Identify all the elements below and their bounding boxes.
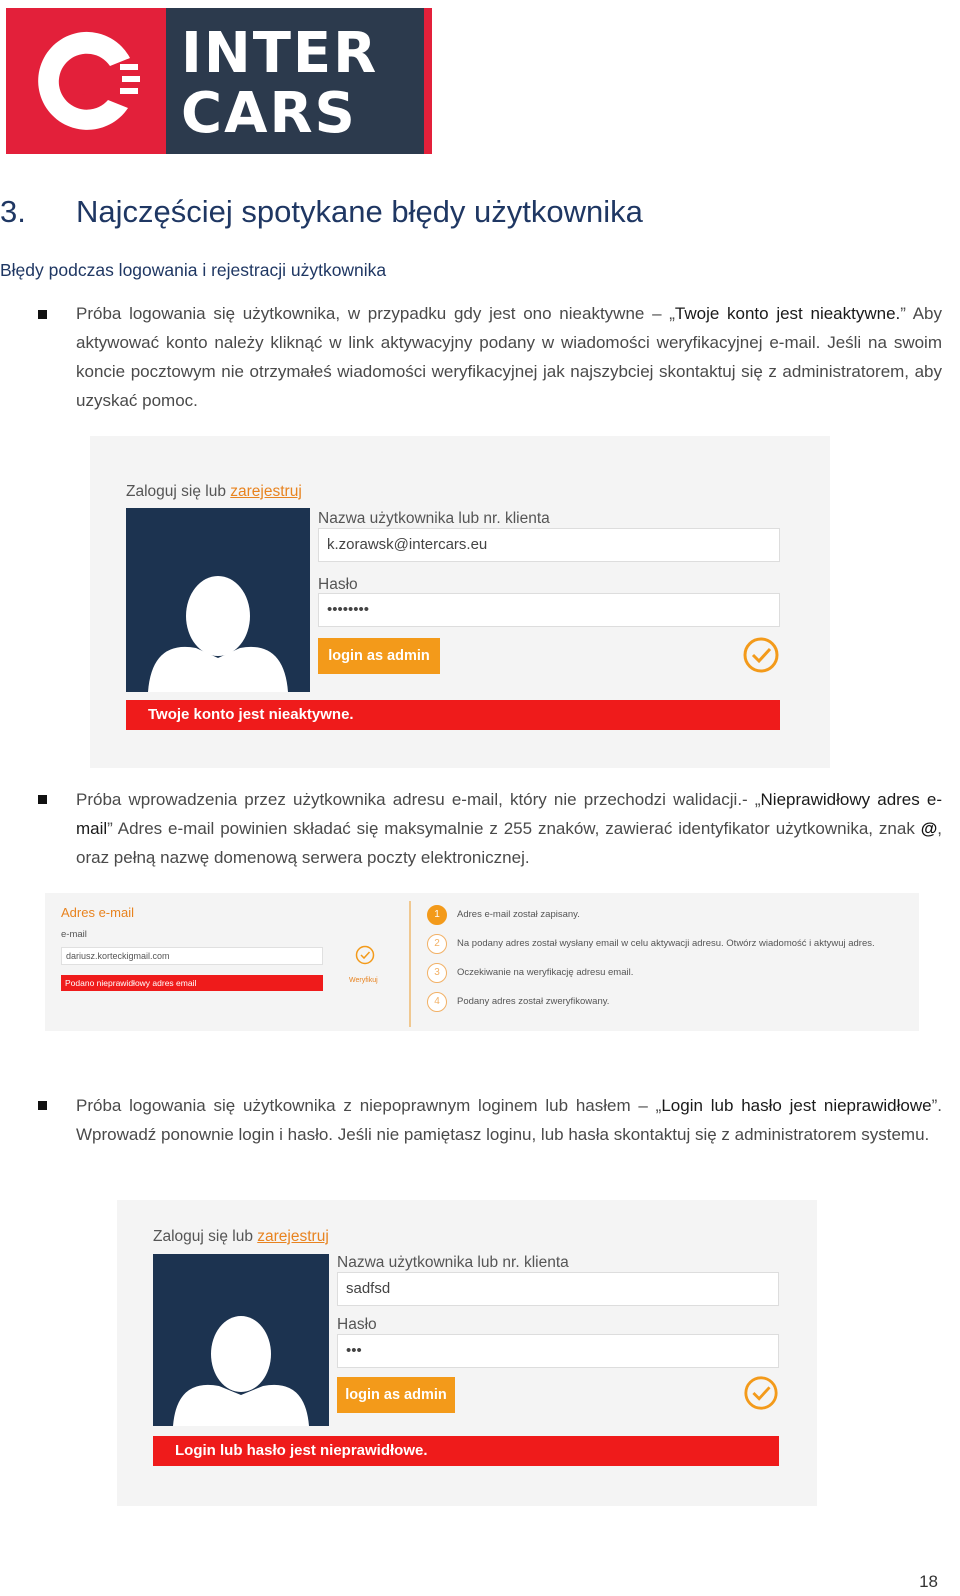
email-section-title: Adres e-mail xyxy=(61,905,134,920)
register-link[interactable]: zarejestruj xyxy=(230,483,302,500)
bullet-2 xyxy=(38,795,47,804)
screenshot-email-validation xyxy=(45,893,919,1031)
at-sign: @ xyxy=(920,819,938,838)
step-3 xyxy=(427,963,907,983)
email-label: e-mail xyxy=(61,929,87,940)
paragraph-bad-login xyxy=(76,1091,942,1149)
paragraph-inactive-account xyxy=(76,299,942,415)
step-number: 4 xyxy=(427,992,447,1012)
verify-check-icon[interactable] xyxy=(355,945,375,965)
para1-text-b: ” Aby aktywować konto należy kliknąć w link aktywacyjny podany w wiadomości weryfikacyjnej e-mail. Jeśli na swoim koncie pocztowym nie otrzymałeś wiadomości weryfikacyjnej jak najszybciej skontaktuj się z administratorem, aby uzyskać pomoc. xyxy=(76,304,942,410)
step-text: Adres e-mail został zapisany. xyxy=(457,909,580,920)
section-number: 3. xyxy=(0,194,26,229)
para2-text-a: Próba wprowadzenia przez użytkownika adresu e-mail, który nie przechodzi walidacji.- „ xyxy=(76,790,761,809)
page-number: 18 xyxy=(919,1572,938,1591)
intercars-logo xyxy=(6,8,432,154)
login-heading-text: Zaloguj się lub xyxy=(153,1228,253,1245)
login-as-admin-button[interactable]: login as admin xyxy=(337,1377,455,1413)
login-as-admin-button[interactable]: login as admin xyxy=(318,638,440,674)
step-4 xyxy=(427,992,907,1012)
step-number: 1 xyxy=(427,905,447,925)
user-avatar xyxy=(126,508,310,692)
step-number: 3 xyxy=(427,963,447,983)
username-label: Nazwa użytkownika lub nr. klienta xyxy=(318,510,550,527)
email-error-bar: Podano nieprawidłowy adres email xyxy=(61,975,323,991)
error-message-bar: Twoje konto jest nieaktywne. xyxy=(126,700,780,730)
login-heading xyxy=(126,483,302,501)
username-input[interactable]: sadfsd xyxy=(337,1272,779,1306)
step-1 xyxy=(427,905,907,925)
screenshot-login-invalid xyxy=(117,1200,817,1506)
username-label: Nazwa użytkownika lub nr. klienta xyxy=(337,1254,569,1271)
step-text: Oczekiwanie na weryfikację adresu email. xyxy=(457,967,634,978)
password-label: Hasło xyxy=(337,1316,377,1333)
login-heading-text: Zaloguj się lub xyxy=(126,483,226,500)
login-heading xyxy=(153,1228,329,1246)
logo-red-stripe xyxy=(424,8,432,154)
step-text: Podany adres został zweryfikowany. xyxy=(457,996,610,1007)
user-silhouette-icon xyxy=(126,508,310,692)
para3-text-b: ”. Wprowadź ponownie login i hasło. Jeśli nie pamiętasz loginu, lub hasła skontaktuj się z administratorem systemu. xyxy=(76,1096,942,1144)
password-label: Hasło xyxy=(318,576,358,593)
email-input[interactable]: dariusz.korteckigmail.com xyxy=(61,947,323,965)
bullet-3 xyxy=(38,1101,47,1110)
verify-label[interactable]: Weryfikuj xyxy=(349,977,378,984)
para3-emphasis: Login lub hasło jest nieprawidłowe xyxy=(661,1096,932,1115)
register-link[interactable]: zarejestruj xyxy=(257,1228,329,1245)
check-circle-icon xyxy=(743,1375,779,1411)
section-title: Najczęściej spotykane błędy użytkownika xyxy=(76,194,643,229)
para2-text-c: , oraz pełną nazwę domenową serwera poczty elektronicznej. xyxy=(76,819,942,867)
para1-emphasis: Twoje konto jest nieaktywne. xyxy=(674,304,901,323)
screenshot-login-inactive xyxy=(90,436,830,768)
bullet-1 xyxy=(38,310,47,319)
user-avatar xyxy=(153,1254,329,1426)
password-input[interactable]: ••• xyxy=(337,1334,779,1368)
logo-word-cars: CARS xyxy=(181,81,357,146)
para2-emphasis: Nieprawidłowy adres e-mail xyxy=(76,790,943,838)
user-silhouette-icon xyxy=(153,1254,329,1426)
step-2 xyxy=(427,934,907,954)
para2-text-b: ” Adres e-mail powinien składać się maksymalnie z 255 znaków, zawierać identyfikator użytkownika, znak xyxy=(107,819,921,838)
section-heading xyxy=(0,194,643,230)
logo-word-inter: INTER xyxy=(181,21,379,86)
password-input[interactable]: •••••••• xyxy=(318,593,780,627)
step-text: Na podany adres został wysłany email w celu aktywacji adresu. Otwórz wiadomość i aktywuj adres. xyxy=(457,938,875,949)
error-message-bar: Login lub hasło jest nieprawidłowe. xyxy=(153,1436,779,1466)
para1-text-a: Próba logowania się użytkownika, w przypadku gdy jest ono nieaktywne – „ xyxy=(76,304,675,323)
logo-c-mark-icon xyxy=(24,24,144,138)
subsection-heading: Błędy podczas logowania i rejestracji użytkownika xyxy=(0,260,387,280)
username-input[interactable]: k.zorawsk@intercars.eu xyxy=(318,528,780,562)
check-circle-icon xyxy=(742,636,780,674)
para3-text-a: Próba logowania się użytkownika z niepoprawnym loginem lub hasłem – „ xyxy=(76,1096,662,1115)
vertical-divider xyxy=(409,901,411,1027)
step-number: 2 xyxy=(427,934,447,954)
paragraph-invalid-email xyxy=(76,785,942,872)
